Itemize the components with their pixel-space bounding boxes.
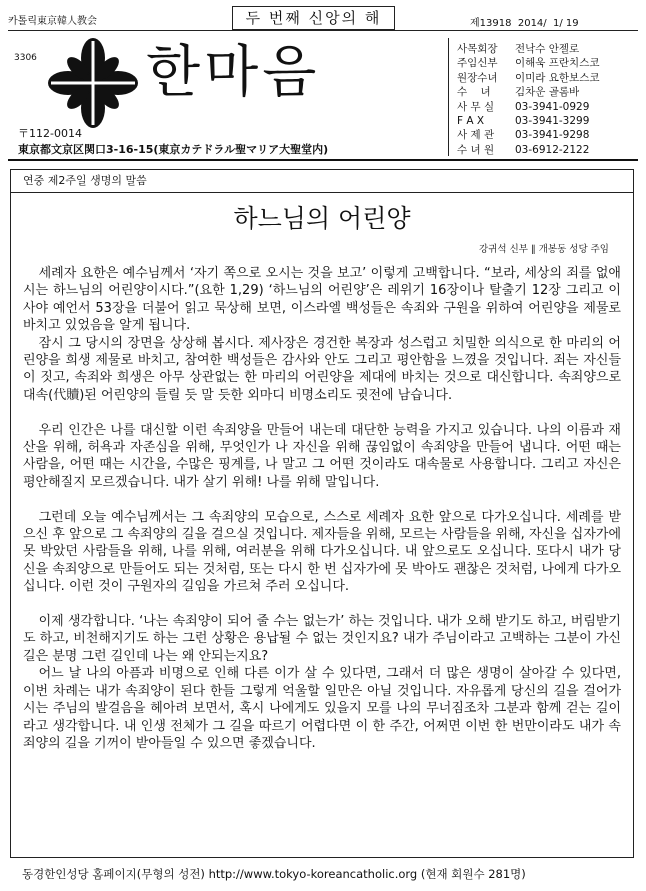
address-block <box>18 126 328 158</box>
article-box <box>10 169 634 858</box>
staff-role: 수 녀 <box>457 86 491 99</box>
staff-row <box>457 128 640 142</box>
staff-role: 사 제 관 <box>457 129 495 142</box>
staff-role: 주임신부 <box>457 57 498 70</box>
staff-row <box>457 85 640 99</box>
issue-info <box>470 14 579 29</box>
masthead-rule <box>8 159 638 161</box>
staff-role: F A X <box>457 114 485 127</box>
article-paragraph: 이제 생각합니다. ‘나는 속죄양이 되어 줄 수는 없는가’ 하는 것입니다. 내가 오해 받기도 하고, 버림받기도 하고, 비천해지기도 하는 그런 상황은 용납될 수 없는 것인지요? 내가 주님이라고 고백하는 그분이 가신 길은 분명 그런 길인데 나는 왜 안되는지요? <box>23 614 621 664</box>
church-logo <box>46 38 140 128</box>
member-count: (현재 회원수 281명) <box>420 867 526 881</box>
staff-value: 전낙수 안젤로 <box>515 43 580 55</box>
staff-value: 김차운 골롬바 <box>515 86 580 99</box>
staff-value: 이해욱 프란치스코 <box>515 57 600 70</box>
staff-row <box>457 114 640 128</box>
footer <box>22 865 526 883</box>
header-rule <box>8 30 638 31</box>
article-body <box>11 257 633 752</box>
issue-number: 제13918 <box>470 18 512 29</box>
staff-row <box>457 56 640 70</box>
article-title: 하느님의 어린양 <box>233 204 411 233</box>
phone-number: 03-6912-2122 <box>515 143 590 156</box>
homepage-label: 동경한인성당 홈페이지(무형의 성전) <box>22 867 205 881</box>
article-paragraph: 그런데 오늘 예수님께서는 그 속죄양의 모습으로, 스스로 세례자 요한 앞으로 다가오십니다. 세례를 받으신 후 앞으로 그 속죄양의 길을 걸으실 것입니다. 제자들을 위해, 모르는 사람들을 위해, 자신을 십자가에 못 박았던 사람들을 위해, 나를 위해, 여러분을 위해 다가오십니다. 내 앞으로도 오십니다. 또다시 내가 당신을 속죄양으로 만들어도 되는 것처럼, 또는 다시 한 번 십자가에 못 박아도 괜찮은 것처럼, 나에게 다가오십니다. 이런 것이 구원자의 길임을 가르쳐 주러 오십니다. <box>23 509 621 595</box>
street-address: 東京都文京区関口3-16-15(東京カテドラル聖マリア大聖堂内) <box>18 143 329 156</box>
staff-contact-block <box>448 38 640 156</box>
staff-value: 이미라 요한보스코 <box>515 71 600 84</box>
staff-role: 사목회장 <box>457 43 498 55</box>
article-paragraph: 세례자 요한은 예수님께서 ‘자기 쪽으로 오시는 것을 보고’ 이렇게 고백합니다. “보라, 세상의 죄를 없애시는 하느님의 어린양이시다.”(요한 1,29) ‘하느님의 어린양’은 레위기 16장이나 탈출기 12장 그리고 이사야 예언서 53장을 더불어 읽고 묵상해 보면, 이스라엘 백성들은 속죄와 구원을 위하여 어린양을 제물로 바치고 있었음을 알게 됩니다. <box>23 266 621 334</box>
article-paragraph: 우리 인간은 나를 대신할 이런 속죄양을 만들어 내는데 대단한 능력을 가지고 있습니다. 나의 이름과 재산을 위해, 허욕과 자존심을 위해, 무엇인가 나 자신을 위해 끊임없이 속죄양을 만들어 냅니다. 어떤 때는 사람을, 어떤 때는 시간을, 수많은 핑계를, 나 말고 그 어떤 것이라도 대속물로 사용합니다. 그리고 자신은 평안해질지 모르겠습니다. 내가 살기 위해! 나를 위해 말입니다. <box>23 422 621 490</box>
article-paragraph: 어느 날 나의 아픔과 비명으로 인해 다른 이가 살 수 있다면, 그래서 더 많은 생명이 살아갈 수 있다면, 이번 차례는 내가 속죄양이 된다 한들 그렇게 억울할 일만은 아닐 것입니다. 자유롭게 당신의 길을 걸어가시는 주님의 발걸음을 헤아려 보면서, 혹시 나에게도 있을지 모를 나의 무너짐조차 그분과 함께 걷는 길이라고 생각합니다. 내 인생 전체가 그 길을 따르기 어렵다면 이 한 주간, 어쩌면 이번 한 번만이라도 내가 속죄양의 길을 기꺼이 받아들일 수 있으면 좋겠습니다. <box>23 666 621 751</box>
staff-role: 수 녀 원 <box>457 143 495 156</box>
logo-cross-horizontal <box>51 82 135 85</box>
phone-number: 03-3941-9298 <box>515 129 590 142</box>
article-author: 강귀석 신부 ∥ 개봉동 성당 주임 <box>479 244 609 255</box>
church-name: 카톨릭東京韓人教会 <box>8 16 97 27</box>
issue-date: 2014/ 1/ 19 <box>517 18 579 29</box>
staff-row <box>457 71 640 85</box>
article-paragraph: 잠시 그 당시의 장면을 상상해 봅시다. 제사장은 경건한 복장과 성스럽고 치밀한 의식으로 한 마리의 어린양을 희생 제물로 바치고, 참여한 백성들은 감사와 안도 그리고 평안함을 느꼈을 것입니다. 죄는 자신들이 짓고, 속죄와 희생은 아무 상관없는 한 마리의 어린양을 제대에 바치는 것으로 대신합니다. 속죄양으로 대속(代贖)된 어린양의 들릴 듯 말 듯한 외마디 비명소리도 귓전에 남습니다. <box>23 335 621 403</box>
staff-row <box>457 42 640 56</box>
staff-role: 원장수녀 <box>457 71 498 84</box>
staff-role: 사 무 실 <box>457 100 495 113</box>
year-theme-box: 두 번째 신앙의 해 <box>232 6 395 30</box>
staff-row <box>457 100 640 114</box>
section-label: 연중 제2주일 생명의 말씀 <box>11 170 633 193</box>
phone-number: 03-3941-0929 <box>515 100 590 113</box>
bulletin-title: 한마음 <box>146 40 321 105</box>
postal-code: 〒112-0014 <box>18 127 82 140</box>
staff-row <box>457 143 640 157</box>
homepage-link[interactable]: http://www.tokyo-koreancatholic.org <box>208 867 418 881</box>
fax-number: 03-3941-3299 <box>515 114 590 127</box>
masthead-code: 3306 <box>14 53 37 63</box>
